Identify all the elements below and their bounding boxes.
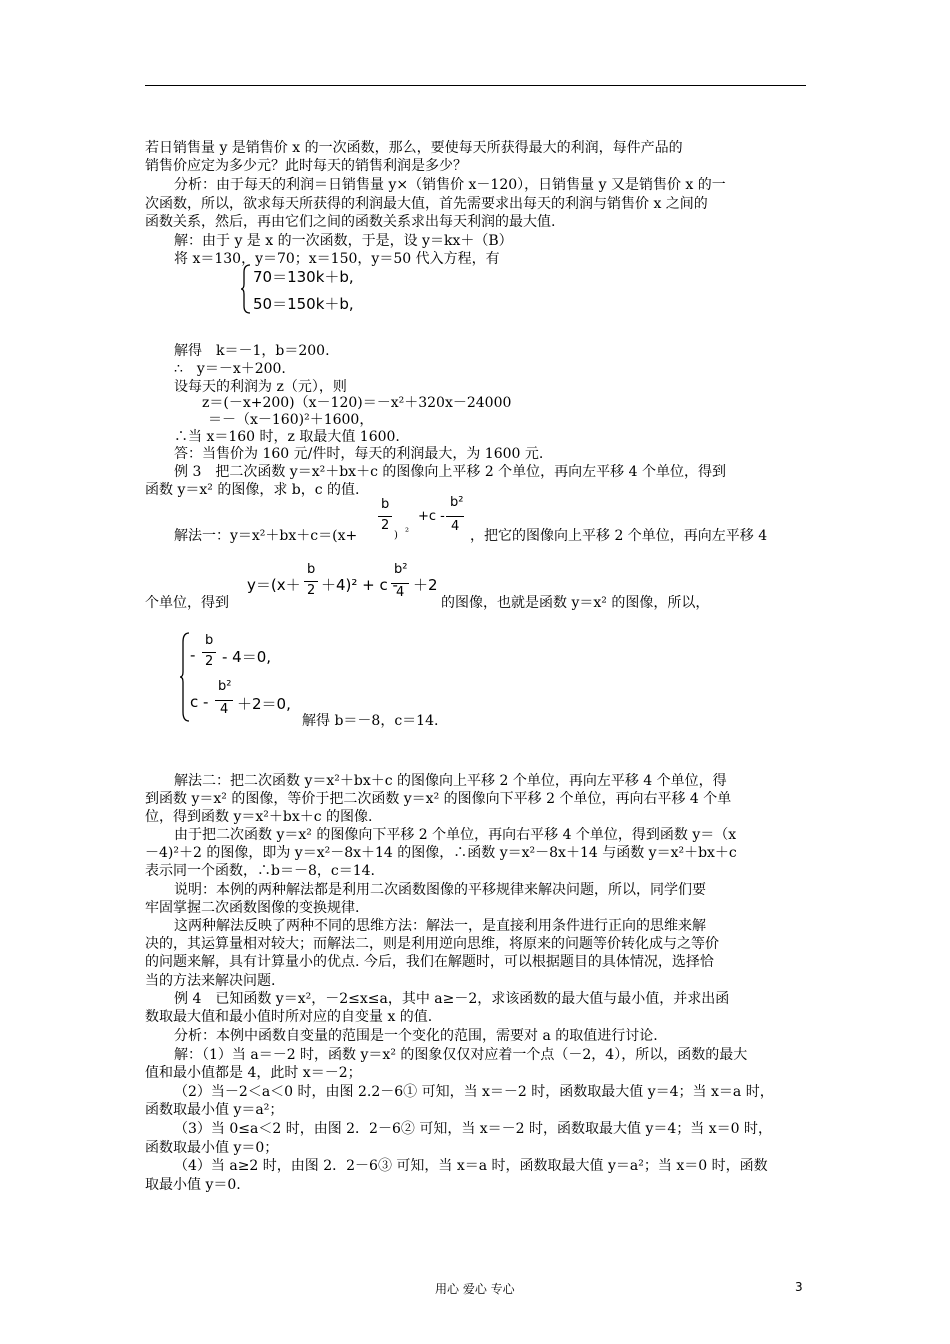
text-line: 函数 y＝x² 的图像，求 b，c 的值. [145, 482, 360, 498]
math-text: ＋4)² + c - [321, 576, 398, 594]
text-line: 数取最大值和最小值时所对应的自变量 x 的值. [145, 1009, 433, 1025]
text-line: ∴当 x＝160 时，z 取最大值 1600. [174, 429, 400, 445]
brace-icon [241, 264, 251, 314]
text-line: 分析：本例中函数自变量的范围是一个变化的范围，需要对 a 的取值进行讨论. [174, 1028, 658, 1044]
text-line: 解法二：把二次函数 y＝x²＋bx＋c 的图像向上平移 2 个单位，再向左平移 4 个单位，得 [174, 773, 727, 789]
text-line: 销售价应定为多少元？此时每天的销售利润是多少？ [145, 158, 467, 174]
text-line: 当的方法来解决问题. [145, 973, 276, 989]
math-text: ＋2 [413, 576, 438, 594]
text-line: 若日销售量 y 是销售价 x 的一次函数，那么，要使每天所获得最大的利润，每件产品的 [145, 140, 683, 156]
text-line: 函数取最小值 y＝0； [145, 1140, 279, 1156]
fraction-bar [202, 652, 216, 653]
fraction-numerator: b [205, 633, 214, 648]
text-line: 解：（1）当 a＝－2 时，函数 y＝x² 的图象仅仅对应着一个点（－2，4），所以，函数的最大 [174, 1047, 748, 1063]
text-line: 个单位，得到 [145, 595, 229, 611]
text-line: 答：当售价为 160 元/件时，每天的利润最大，为 1600 元. [174, 446, 544, 462]
text-line: 设每天的利润为 z（元），则 [174, 379, 347, 395]
equation-row: 70＝130k＋b, [253, 268, 354, 286]
fraction-denominator: 4 [220, 702, 229, 717]
fraction-denominator: 4 [451, 519, 460, 534]
math-text: - [190, 646, 196, 664]
text-line: （4）当 a≥2 时，由图 2．2－6③ 可知，当 x＝a 时，函数取最大值 y＝a²；当 x＝0 时，函数 [174, 1158, 768, 1174]
fraction-denominator: 2 [307, 583, 316, 598]
text-line: －4)²＋2 的图像，即为 y＝x²－8x＋14 的图像，∴函数 y＝x²－8x＋14 与函数 y＝x²＋bx＋c [145, 845, 737, 861]
math-text: +c - [418, 509, 445, 524]
text-line: 分析：由于每天的利润＝日销售量 y×（销售价 x－120），日销售量 y 又是销售价 x 的一 [174, 177, 726, 193]
text-line: 表示同一个函数，∴b＝－8，c＝14. [145, 863, 375, 879]
text-line: 这两种解法反映了两种不同的思维方法：解法一，是直接利用条件进行正向的思维来解 [174, 918, 706, 934]
text-line: ∴ y＝－x＋200. [174, 361, 286, 377]
fraction-bar [446, 516, 464, 517]
text-line: 解得 k＝－1，b＝200. [174, 343, 330, 359]
math-text: ² [405, 527, 410, 538]
text-line: z＝(－x+200)（x－120)＝－x²＋320x－24000 [202, 395, 512, 411]
text-line: 值和最小值都是 4，此时 x＝－2； [145, 1065, 362, 1081]
fraction-denominator: 2 [381, 518, 390, 533]
math-text: y＝(x＋ [247, 576, 301, 594]
brace-icon [180, 632, 190, 722]
text-line: 解法一：y＝x²＋bx＋c＝(x+ [174, 528, 358, 544]
math-text: c - [190, 693, 209, 711]
text-line: ＝－（x－160)²＋1600， [208, 412, 374, 428]
text-line: 的图像，也就是函数 y＝x² 的图像，所以， [441, 595, 710, 611]
fraction-numerator: b² [218, 679, 232, 694]
fraction-numerator: b² [450, 495, 464, 510]
footer-text: 用心 爱心 专心 [435, 1282, 515, 1296]
fraction-bar [304, 581, 318, 582]
math-text: - 4＝0, [222, 648, 272, 666]
text-line: 函数取最小值 y＝a²； [145, 1102, 284, 1118]
text-line: 解得 b＝－8，c＝14. [302, 713, 439, 729]
fraction-bar [391, 583, 409, 584]
text-line: 将 x＝130，y＝70；x＝150，y＝50 代入方程，有 [174, 251, 500, 267]
equation-row: 50＝150k＋b, [253, 295, 354, 313]
text-line: 由于把二次函数 y＝x² 的图像向下平移 2 个单位，再向右平移 4 个单位，得到函数 y＝（x [174, 827, 737, 843]
fraction-numerator: b² [394, 562, 408, 577]
text-line: 解：由于 y 是 x 的一次函数，于是，设 y＝kx＋（B） [174, 233, 513, 249]
text-line: 位，得到函数 y＝x²＋bx＋c 的图像. [145, 809, 373, 825]
text-line: 牢固掌握二次函数图像的变换规律. [145, 900, 360, 916]
text-line: （2）当－2＜a＜0 时，由图 2.2－6① 可知，当 x＝－2 时，函数取最大值 y＝4；当 x＝a 时， [174, 1084, 774, 1100]
text-line: 函数关系，然后，再由它们之间的函数关系求出每天利润的最大值. [145, 214, 556, 230]
fraction-denominator: 2 [205, 654, 214, 669]
text-line: 决的，其运算量相对较大；而解法二，则是利用逆向思维，将原来的问题等价转化成与之等价 [145, 936, 719, 952]
fraction-denominator: 4 [396, 585, 405, 600]
text-line: 取最小值 y＝0. [145, 1177, 241, 1193]
page-number: 3 [795, 1280, 803, 1294]
text-line: 说明：本例的两种解法都是利用二次函数图像的平移规律来解决问题，所以，同学们要 [174, 882, 706, 898]
text-line: 次函数，所以，欲求每天所获得的利润最大值，首先需要求出每天的利润与销售价 x 之间的 [145, 196, 708, 212]
text-line: 例 4 已知函数 y＝x²，－2≤x≤a，其中 a≥－2，求该函数的最大值与最小值，并求出函 [174, 991, 730, 1007]
header-rule [145, 85, 806, 86]
math-text: ＋2＝0, [237, 695, 291, 713]
text-line: 例 3 把二次函数 y＝x²＋bx＋c 的图像向上平移 2 个单位，再向左平移 4 个单位，得到 [174, 464, 726, 480]
text-line: （3）当 0≤a＜2 时，由图 2．2－6② 可知，当 x＝－2 时，函数取最大值 y＝4；当 x＝0 时， [174, 1121, 772, 1137]
text-line: ，把它的图像向上平移 2 个单位，再向左平移 4 [470, 528, 768, 544]
fraction-bar [215, 700, 233, 701]
fraction-numerator: b [381, 497, 390, 512]
text-line: 的问题来解，具有计算量小的优点. 今后，我们在解题时，可以根据题目的具体情况，选择恰 [145, 954, 714, 970]
fraction-numerator: b [307, 562, 316, 577]
text-line: 到函数 y＝x² 的图像，等价于把二次函数 y＝x² 的图像向下平移 2 个单位，再向右平移 4 个单 [145, 791, 732, 807]
math-text: ) [394, 530, 398, 541]
fraction-bar [378, 516, 392, 517]
